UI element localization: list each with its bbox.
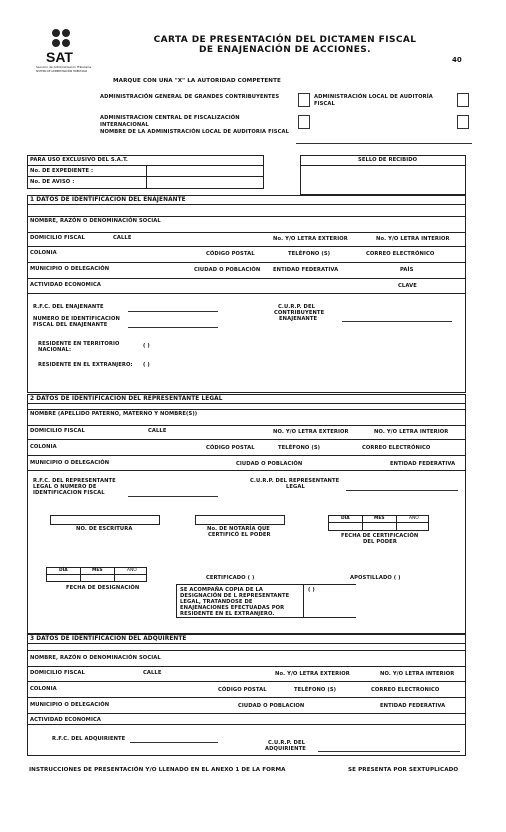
- sec3-colonia[interactable]: COLONIA: [30, 686, 57, 692]
- sec1-curp-line[interactable]: [342, 321, 452, 322]
- sat-subtitle: Servicio de Administración Tributaria: [36, 65, 92, 69]
- sec2-colonia[interactable]: COLONIA: [30, 444, 57, 450]
- sec2-acompana5: RESIDENTE EN EL EXTRANJERO.: [180, 611, 275, 617]
- sec2-notaria-box[interactable]: [195, 515, 285, 525]
- sec2-correo: CORREO ELECTRÓNICO: [362, 445, 431, 451]
- sec1-clave: CLAVE: [398, 283, 417, 289]
- sec1-domicilio[interactable]: DOMICILIO FISCAL: [30, 235, 85, 241]
- sec3-rfc: R.F.C. DEL ADQUIRIENTE: [52, 736, 126, 742]
- sec2-calle: CALLE: [148, 428, 167, 434]
- sec3-entidad: ENTIDAD FEDERATIVA: [380, 703, 446, 709]
- sec2-acompana3: LEGAL, TRATANDOSE DE: [180, 599, 253, 605]
- sec2-rfc3: IDENTIFICACION FISCAL: [33, 490, 105, 496]
- sec1-calle: CALLE: [113, 235, 132, 241]
- sec2-desig-dia: DÍA: [59, 568, 68, 573]
- sec3-cp: CÓDIGO POSTAL: [218, 687, 267, 693]
- sec3-header: 3 DATOS DE IDENTIFICACIÓN DEL ADQUIRENTE: [30, 636, 187, 642]
- sec1-curp2: CONTRIBUYENTE: [274, 310, 325, 316]
- sec3-no-int: NO. Y/O LETRA INTERIOR: [380, 671, 455, 677]
- sec3-domicilio[interactable]: DOMICILIO FISCAL: [30, 670, 85, 676]
- sec3-calle: CALLE: [143, 670, 162, 676]
- sat-subtitle-2: SISTEMA DE ADMINISTRACIÓN TRIBUTARIA: [36, 70, 88, 73]
- received-stamp-box: [300, 155, 466, 195]
- sec2-municipio[interactable]: MUNICIPIO O DELEGACIÓN: [30, 460, 110, 466]
- sec1-res-ext: RESIDENTE EN EL EXTRANJERO:: [38, 362, 133, 368]
- sec3-actividad[interactable]: ACTIVIDAD ECONOMICA: [30, 717, 101, 723]
- sec3-curp2: ADQUIRIENTE: [265, 746, 306, 752]
- sec1-no-ext: No. Y/O LETRA EXTERIOR: [273, 236, 348, 242]
- sec2-entidad: ENTIDAD FEDERATIVA: [390, 461, 456, 467]
- sec1-numid1: NUMERO DE IDENTIFICACION: [33, 316, 120, 322]
- sec2-certificado[interactable]: CERTIFICADO ( ): [206, 575, 255, 581]
- authority-opt2-label: ADMINISTRACIÓN LOCAL DE AUDITORÍA FISCAL: [314, 94, 433, 107]
- sec1-res-ext-check[interactable]: ( ): [143, 362, 150, 368]
- form-number: 40: [452, 56, 462, 64]
- sec3-tel: TELÉFONO (S): [294, 687, 337, 693]
- sec1-cp: CÓDIGO POSTAL: [206, 251, 255, 257]
- sec3-curp1: C.U.R.P. DEL: [268, 740, 306, 746]
- footer-copies: SE PRESENTA POR SEXTUPLICADO: [348, 767, 459, 773]
- sec2-tel: TELÉFONO (S): [278, 445, 321, 451]
- sec2-curp1: C.U.R.P. DEL REPRESENTANTE: [250, 478, 340, 484]
- authority-opt1-label: ADMINISTRACIÓN GENERAL DE GRANDES CONTRIBUYENTES: [100, 94, 280, 100]
- aviso-label: No. DE AVISO :: [30, 179, 75, 185]
- authority-opt4-label: NOMBRE DE LA ADMINISTRACIÓN LOCAL DE AUDITORIA FISCAL: [100, 129, 290, 135]
- sec2-desig-anio: AÑO: [127, 568, 137, 573]
- sat-use-label: PARA USO EXCLUSIVO DEL S.A.T.: [30, 157, 128, 163]
- sec2-acompana4: ENAJENACIONES EFECTUADAS POR: [180, 605, 285, 611]
- sec2-nombre[interactable]: NOMBRE (APELLIDO PATERNO, MATERNO Y NOMBRE(S)): [30, 411, 198, 417]
- form-title-line1: CARTA DE PRESENTACIÓN DEL DICTAMEN FISCAL: [153, 35, 417, 45]
- sec3-municipio[interactable]: MUNICIPIO O DELEGACIÓN: [30, 702, 110, 708]
- sec1-header: 1 DATOS DE IDENTIFICACIÓN DEL ENAJENANTE: [30, 197, 186, 203]
- sec1-correo: CORREO ELECTRÓNICO: [366, 251, 435, 257]
- sat-logo: [30, 26, 90, 76]
- sat-use-box: [27, 155, 264, 189]
- sec1-res-nac1: RESIDENTE EN TERRITORIO: [38, 341, 120, 347]
- authority-opt3-checkbox[interactable]: [298, 115, 310, 129]
- authority-instruction: MARQUE CON UNA "X" LA AUTORIDAD COMPETENTE: [113, 78, 281, 84]
- sec1-municipio[interactable]: MUNICIPIO O DELEGACIÓN: [30, 266, 110, 272]
- sec3-curp-line[interactable]: [318, 751, 460, 752]
- sec3-no-ext: No. Y/O LETRA EXTERIOR: [275, 671, 350, 677]
- authority-opt3-label: ADMINISTRACION CENTRAL DE FISCALIZACIÓN INTERNACIONAL: [100, 115, 240, 128]
- sec2-ciudad: CIUDAD O POBLACIÓN: [236, 461, 303, 467]
- sec1-numid2: FISCAL DEL ENAJENANTE: [33, 322, 108, 328]
- sec1-entidad: ENTIDAD FEDERATIVA: [273, 267, 339, 273]
- sec2-rfc-line[interactable]: [128, 496, 218, 497]
- sec1-tel: TELÉFONO (S): [288, 251, 331, 257]
- sec1-pais: PAÍS: [400, 267, 414, 273]
- sec2-escritura-box[interactable]: [50, 515, 160, 525]
- sec2-cert-dia: DÍA: [341, 516, 350, 521]
- sec2-cert-anio: AÑO: [409, 516, 419, 521]
- sec1-colonia[interactable]: COLONIA: [30, 250, 57, 256]
- sec2-cp: CÓDIGO POSTAL: [206, 445, 255, 451]
- sec2-acompana-check[interactable]: ( ): [308, 587, 315, 593]
- sec2-notaria2: CERTIFICÓ EL PODER: [208, 532, 271, 538]
- authority-opt1-checkbox[interactable]: [298, 93, 310, 107]
- sec1-numid-line[interactable]: [128, 327, 218, 328]
- section-enajenante: [27, 195, 466, 393]
- sec2-desig-date-box[interactable]: [46, 567, 147, 582]
- sec2-escritura: NO. DE ESCRITURA: [76, 526, 133, 532]
- section-representante: [27, 394, 466, 634]
- sec3-ciudad: CIUDAD O POBLACION: [238, 703, 305, 709]
- sec3-correo: CORREO ELECTRONICO: [371, 687, 440, 693]
- sec1-res-nac2: NACIONAL:: [38, 347, 72, 353]
- sec3-nombre[interactable]: NOMBRE, RAZÓN O DENOMINACIÓN SOCIAL: [30, 655, 161, 661]
- sec2-curp2: LEGAL: [286, 484, 305, 490]
- sec1-nombre[interactable]: NOMBRE, RAZÓN O DENOMINACIÓN SOCIAL: [30, 218, 161, 224]
- sec2-domicilio[interactable]: DOMICILIO FISCAL: [30, 428, 85, 434]
- sec2-no-ext: NO. Y/O LETRA EXTERIOR: [273, 429, 349, 435]
- sat-brand: SAT: [46, 49, 73, 65]
- sec2-fecha-cert2: DEL PODER: [363, 539, 397, 545]
- sec2-header: 2 DATOS DE IDENTIFICACIÓN DEL REPRESENTANTE LEGAL: [30, 396, 223, 402]
- sec1-curp1: C.U.R.P. DEL: [278, 304, 316, 310]
- section-adquirente: [27, 634, 466, 756]
- authority-name-line[interactable]: [296, 143, 472, 144]
- sec2-acompana1: SE ACOMPAÑA COPIA DE LA: [180, 587, 264, 593]
- form-title-line2: DE ENAJENACIÓN DE ACCIONES.: [199, 45, 371, 55]
- sec2-apostillado[interactable]: APOSTILLADO ( ): [350, 575, 401, 581]
- authority-opt4-checkbox[interactable]: [457, 115, 469, 129]
- sec1-rfc-line[interactable]: [128, 311, 218, 312]
- sec2-no-int: NO. Y/O LETRA INTERIOR: [374, 429, 449, 435]
- sec2-fecha-cert1: FECHA DE CERTIFICACIÓN: [341, 533, 419, 539]
- authority-opt2-checkbox[interactable]: [457, 93, 469, 107]
- sec1-curp3: ENAJENANTE: [279, 316, 318, 322]
- sec2-cert-mes: MES: [374, 516, 385, 521]
- footer-instructions: INSTRUCCIONES DE PRESENTACIÓN Y/O LLENADO EN EL ANEXO 1 DE LA FORMA: [29, 767, 286, 773]
- expediente-label: No. DE EXPEDIENTE :: [30, 168, 94, 174]
- sec2-acompana2: DESIGNACIÓN DE L REPRESENTANTE: [180, 593, 290, 599]
- sec2-curp-line[interactable]: [346, 490, 458, 491]
- sec2-rfc2: LEGAL O NUMERO DE: [33, 484, 97, 490]
- sec1-ciudad: CIUDAD O POBLACIÓN: [194, 267, 261, 273]
- sec1-actividad[interactable]: ACTIVIDAD ECONOMICA: [30, 282, 101, 288]
- sec2-fecha-desig: FECHA DE DESIGNACIÓN: [66, 585, 140, 591]
- sec2-cert-date-box[interactable]: [328, 515, 429, 531]
- sec2-desig-mes: MES: [92, 568, 103, 573]
- sec3-rfc-line[interactable]: [130, 742, 218, 743]
- sec2-rfc1: R.F.C. DEL REPRESENTANTE: [33, 478, 116, 484]
- sec1-no-int: No. Y/O LETRA INTERIOR: [376, 236, 450, 242]
- sec1-res-nac-check[interactable]: ( ): [143, 343, 150, 349]
- received-stamp-label: SELLO DE RECIBIDO: [358, 157, 418, 163]
- sec1-rfc: R.F.C. DEL ENAJENANTE: [33, 304, 104, 310]
- sec2-notaria1: No. DE NOTARÍA QUE: [207, 526, 270, 532]
